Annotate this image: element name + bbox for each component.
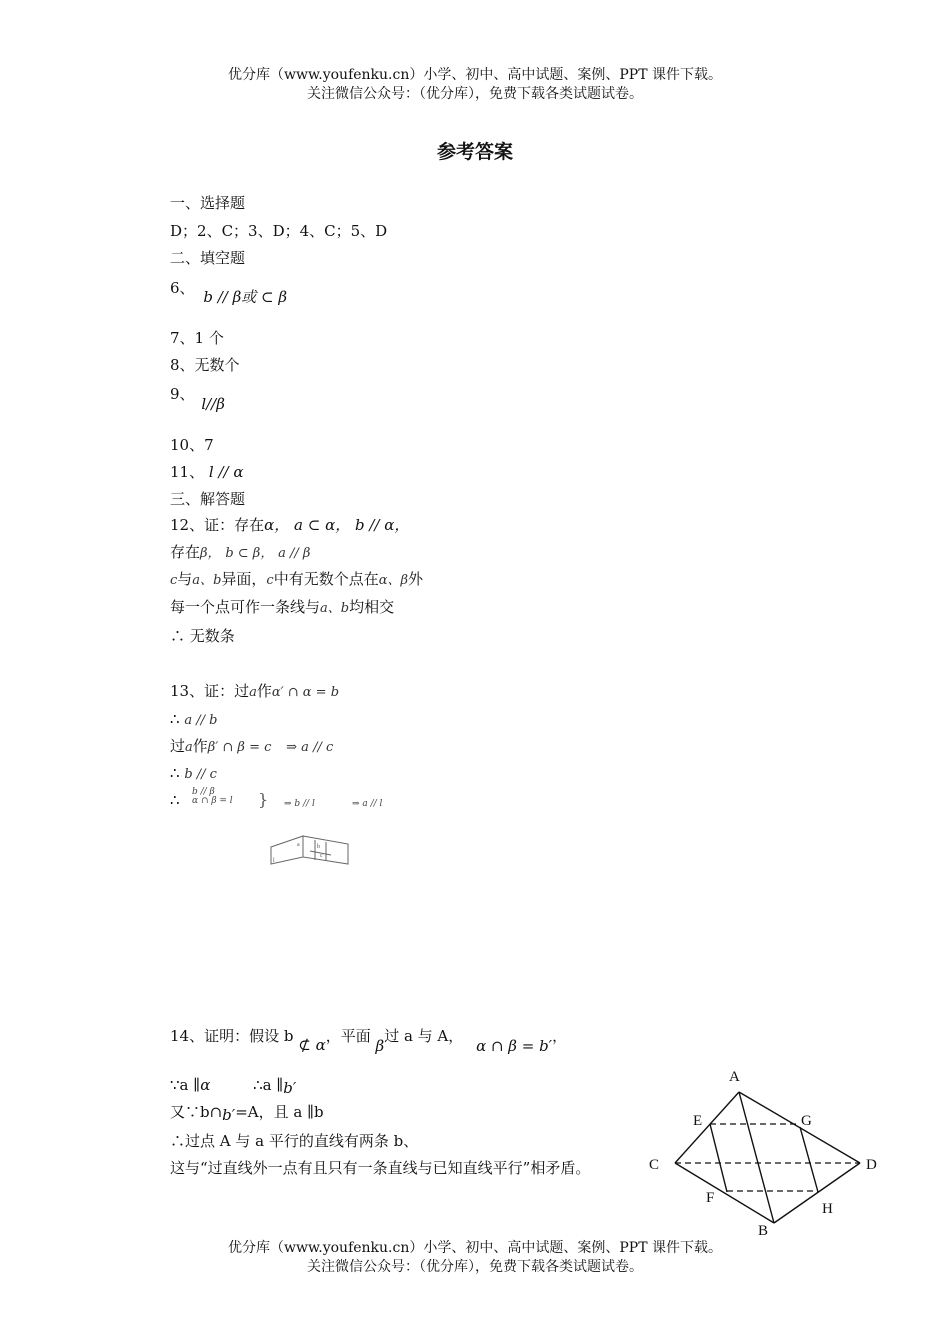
q13-l3-implies: ⇒ a // c [286, 740, 334, 755]
point-label-E: E [693, 1113, 703, 1129]
answer-6 [170, 278, 288, 306]
q13-l2-expr: a // b [184, 713, 218, 728]
q12-l2-parallel: a // β [278, 546, 311, 561]
q13-line-2 [170, 709, 217, 731]
q14-l1-text: 14、证明：假设 b [170, 1027, 294, 1045]
vertex-label-D: D [866, 1157, 877, 1173]
q13-l5-system-top: b // β [192, 787, 215, 797]
q12-line-4 [170, 597, 394, 619]
q14-l2-alpha: α [200, 1076, 211, 1094]
q13-l5-system-bottom: α ∩ β = l [192, 796, 233, 806]
answer-6-expression: b // β或 ⊂ β [203, 288, 288, 306]
q12-l3-c2: c [266, 573, 274, 588]
q12-l3-c: c [170, 573, 178, 588]
point-label-H: H [822, 1201, 833, 1217]
q13-l4-therefore: ∴ [170, 764, 180, 782]
q12-line-1 [170, 515, 409, 535]
q14-line-4: ∴过点 A 与 a 平行的直线有两条 b、 [170, 1132, 419, 1150]
edge-CB [675, 1163, 774, 1223]
q12-l1-parallel: b // α， [354, 516, 410, 534]
q14-l2-bprime: b′ [283, 1079, 297, 1097]
q12-l3-points: 中有无数个点在 [273, 570, 379, 588]
edge-BD [774, 1163, 860, 1223]
small-label-l: l [273, 858, 275, 864]
q13-l4-expr: b // c [184, 767, 217, 782]
q13-l3-a: a [185, 740, 193, 755]
page-title: 参考答案 [436, 141, 513, 163]
q14-line-3 [170, 1102, 324, 1122]
q14-l3-bprime: b′ [222, 1106, 236, 1124]
small-label-a: a [297, 842, 300, 848]
q14-line-5: 这与“过直线外一点有且只有一条直线与已知直线平行”相矛盾。 [170, 1159, 591, 1177]
point-label-G: G [801, 1113, 812, 1129]
q12-l4-text: 每一个点可作一条线与 [170, 598, 321, 616]
q12-l4-b: b [340, 601, 350, 616]
answer-9 [170, 384, 225, 413]
answer-11-expression: l // α [208, 463, 244, 481]
section-3-label: 三、解答题 [170, 490, 246, 508]
section-heading-choice: 一、选择题 [170, 194, 246, 212]
q14-l3-text: 又∵b∩ [170, 1103, 223, 1121]
q12-line-3 [170, 569, 423, 591]
q13-l3-through: 过 [170, 737, 186, 755]
answer-9-expression: l//β [201, 395, 225, 413]
header-line-2: 关注微信公众号：（优分库），免费下载各类试题试卷。 [307, 86, 643, 102]
page-header [0, 66, 950, 104]
q14-line-2 [170, 1075, 296, 1095]
page-footer [0, 1239, 950, 1277]
answer-9-number: 9、 [170, 385, 195, 403]
small-label-b: b [317, 844, 320, 850]
q12-l2-beta: β， [200, 546, 221, 561]
section-heading-solutions [170, 489, 245, 509]
small-label-c: c [320, 853, 323, 859]
q13-line-1 [170, 681, 339, 703]
q13-line-4 [170, 763, 217, 785]
q13-l1-make: 作 [256, 682, 272, 700]
footer-line-2: 关注微信公众号：（优分库），免费下载各类试题试卷。 [307, 1259, 643, 1275]
q12-l3-skew: 异面， [221, 570, 267, 588]
q13-l3-expr: β′ ∩ β = c [207, 740, 272, 755]
q13-line-3 [170, 736, 333, 758]
point-label-F: F [706, 1190, 715, 1206]
q14-l2-therefore: ∴a ∥ [253, 1076, 284, 1094]
q12-l3-alpha: α、 [378, 573, 401, 588]
q14-line-1 [170, 1026, 567, 1060]
answer-11 [170, 462, 243, 482]
q12-l3-beta: β [400, 573, 408, 588]
segment-EF [710, 1124, 727, 1192]
q12-l3-b: b [213, 573, 222, 588]
q12-l1-subset: a ⊂ α， [294, 516, 351, 534]
q12-l2-text: 存在 [170, 543, 201, 561]
q13-planes-figure [268, 833, 352, 867]
q13-l1-text: 13、证：过 [170, 682, 250, 700]
q12-l3-a: a、 [192, 573, 214, 588]
q13-l5-system [192, 788, 233, 806]
q13-l2-therefore: ∴ [170, 710, 180, 728]
q14-l2-because: ∵a ∥ [170, 1076, 201, 1094]
footer-line-1: 优分库（www.youfenku.cn）小学、初中、高中试题、案例、PPT 课件下载。 [227, 1240, 722, 1256]
q13-l3-make: 作 [192, 737, 208, 755]
q13-l1-expr: α′ ∩ α = b [271, 685, 340, 700]
q13-l5-brace: } [258, 790, 269, 809]
edge-AB [739, 1092, 774, 1223]
q14-l3-rest: =A，且 a ∥b [235, 1103, 324, 1121]
q13-line-5 [170, 787, 383, 814]
q12-l3-outside: 外 [408, 570, 424, 588]
tetrahedron-figure [640, 1060, 890, 1242]
q12-l1-text: 12、证：存在 [170, 516, 265, 534]
answer-11-number: 11、 [170, 463, 205, 481]
q12-l3-with: 与 [177, 570, 193, 588]
answer-8: 8、无数个 [170, 356, 240, 374]
q13-l1-a: a [249, 685, 257, 700]
q14-l1-beta: β [375, 1037, 385, 1055]
q14-l1-plane: ，平面 [325, 1027, 371, 1045]
q14-l1-notsubset: ⊄ α [298, 1036, 326, 1054]
vertex-label-C: C [649, 1157, 660, 1173]
q14-l1-intersection: α ∩ β = b′ [476, 1037, 553, 1055]
q13-l5-therefore: ∴ [170, 791, 180, 809]
vertex-label-B: B [758, 1223, 769, 1239]
header-line-1: 优分库（www.youfenku.cn）小学、初中、高中试题、案例、PPT 课件下载。 [227, 67, 722, 83]
q13-l5-implies-1: ⇒ b // l [284, 799, 315, 809]
choice-answers: D；2、C；3、D；4、C；5、D [170, 222, 388, 240]
answer-6-number: 6、 [170, 279, 195, 297]
q14-l1-through: 过 a 与 A， [384, 1027, 464, 1045]
vertex-label-A: A [729, 1069, 740, 1085]
q12-l2-subset: b ⊂ β， [225, 546, 274, 561]
q12-l4-intersect: 均相交 [349, 598, 395, 616]
q12-l1-alpha: α， [264, 516, 290, 534]
answer-10: 10、7 [170, 436, 214, 454]
q13-l5-implies-2: ⇒ a // l [352, 799, 383, 809]
section-heading-fill: 二、填空题 [170, 249, 246, 267]
q12-l4-a: a、 [320, 601, 341, 616]
q12-conclusion: ∴ 无数条 [170, 627, 235, 645]
q12-line-2 [170, 542, 310, 564]
q14-l1-comma: ， [552, 1027, 568, 1045]
edge-AC [675, 1092, 739, 1163]
answer-7: 7、1 个 [170, 329, 224, 347]
plane-left [271, 836, 303, 864]
